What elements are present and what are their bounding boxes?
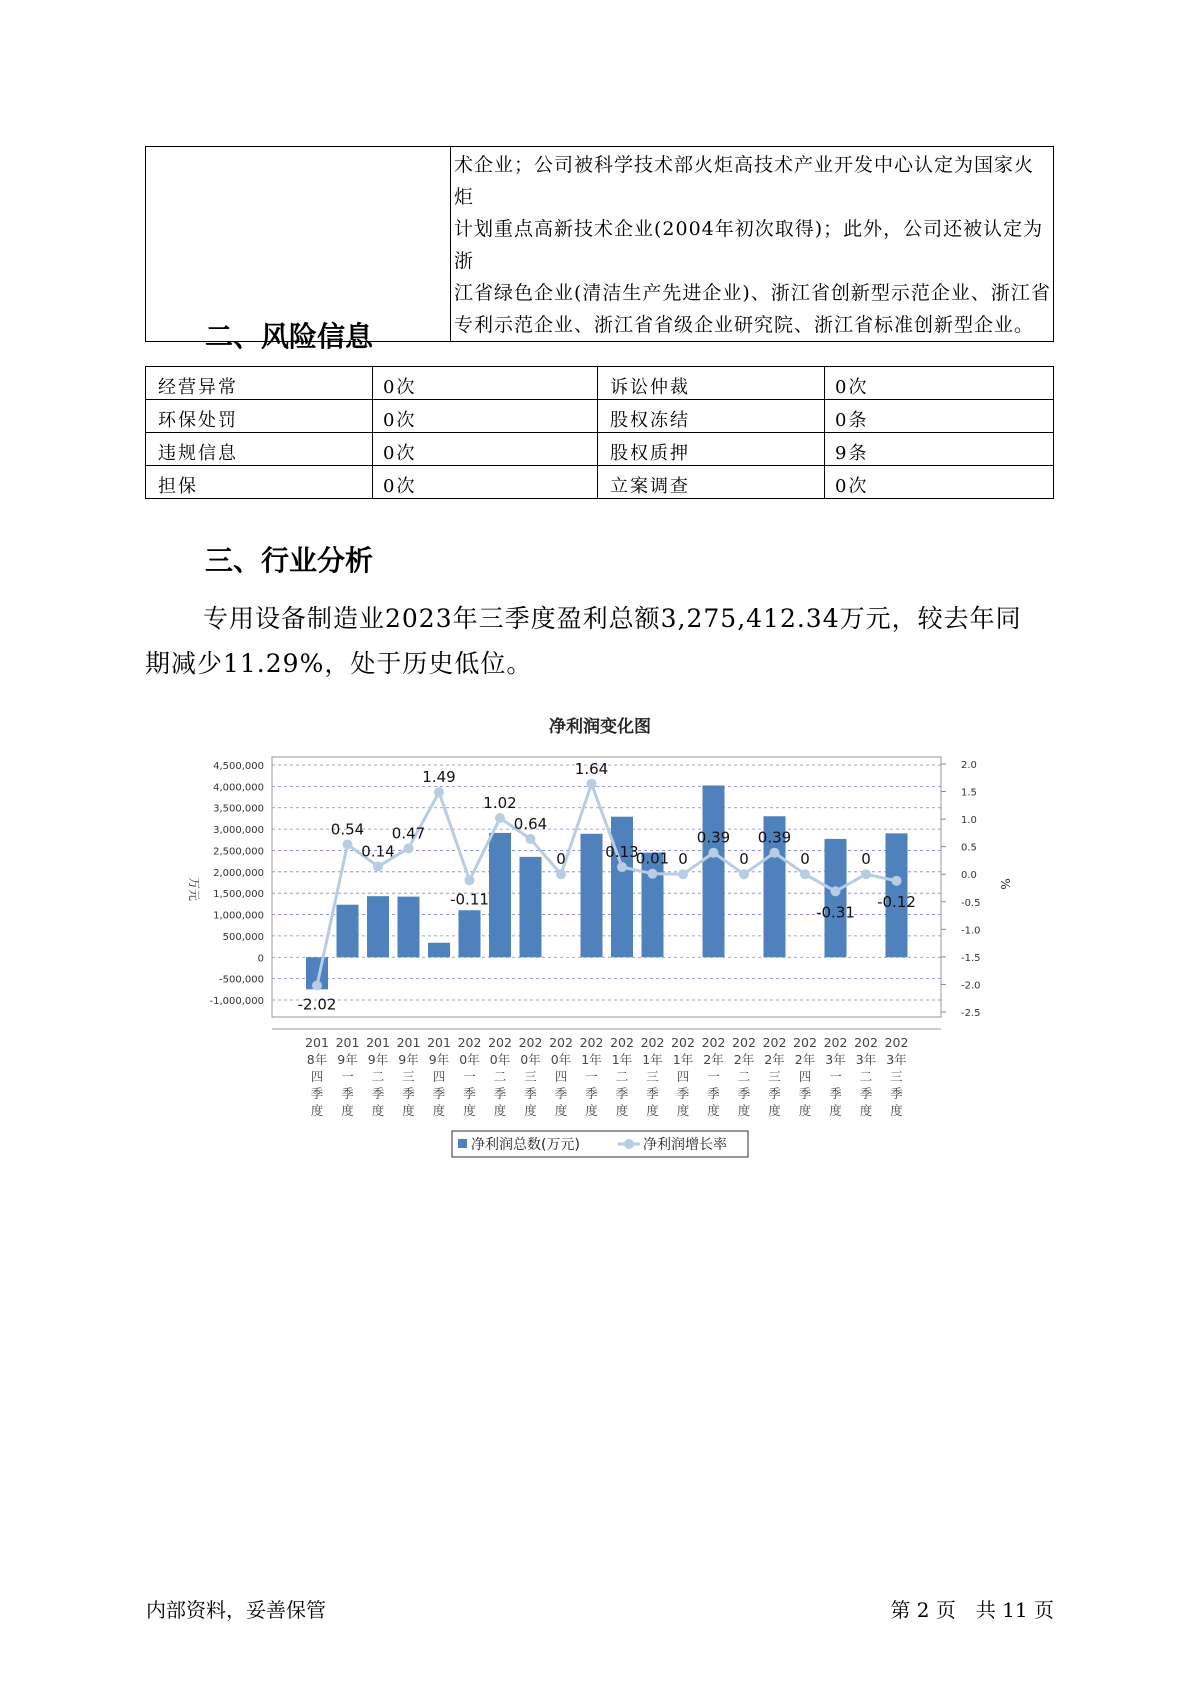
data-label: -0.11 <box>450 890 489 909</box>
data-label: 1.02 <box>483 794 517 813</box>
x-tick-label: 201 <box>335 1035 360 1050</box>
x-tick-label: 3年 <box>825 1052 846 1067</box>
x-tick-label: 季 <box>524 1086 537 1101</box>
x-tick-label: 季 <box>829 1086 842 1101</box>
legend-line-marker <box>624 1139 634 1149</box>
x-tick-label: 度 <box>493 1103 507 1118</box>
data-label: 0.39 <box>696 828 731 847</box>
x-tick-label: 201 <box>305 1035 329 1050</box>
risk-value: 0次 <box>373 367 598 400</box>
data-label: 0.47 <box>391 824 426 843</box>
x-tick-label: 202 <box>610 1035 634 1050</box>
x-tick-label: 季 <box>493 1086 507 1101</box>
risk-value: 0次 <box>373 433 598 466</box>
bar <box>611 817 633 958</box>
legend-label: 净利润增长率 <box>643 1137 727 1153</box>
paragraph-line: 期减少11.29%，处于历史低位。 <box>145 649 533 678</box>
risk-key: 担保 <box>146 466 373 499</box>
y2-tick-label: -0.5 <box>961 897 981 909</box>
y-tick-label: 2,000,000 <box>213 867 264 879</box>
x-tick-label: 一 <box>707 1069 720 1084</box>
data-label: 0 <box>861 850 871 869</box>
data-label: 0.01 <box>635 849 670 868</box>
y-tick-label: 1,500,000 <box>213 889 264 901</box>
x-tick-label: 2年 <box>733 1052 755 1067</box>
x-tick-label: 度 <box>585 1103 598 1118</box>
x-tick-label: 度 <box>859 1103 873 1118</box>
x-tick-label: 度 <box>402 1103 415 1118</box>
x-tick-label: 度 <box>829 1103 842 1118</box>
data-label: 0 <box>556 850 566 869</box>
x-tick-label: 季 <box>432 1086 446 1101</box>
company-info-line: 术企业；公司被科学技术部火炬高技术产业开发中心认定为国家火炬 <box>454 154 1035 208</box>
line-series <box>298 760 916 1014</box>
x-tick-label: 202 <box>457 1035 482 1050</box>
y2-tick-label: -2.5 <box>961 1008 981 1019</box>
x-axis-categories <box>272 1029 941 1118</box>
bar <box>459 910 481 957</box>
y2-tick-label: 1.5 <box>961 787 977 799</box>
y-tick-label: 0 <box>257 953 264 965</box>
chart-title: 净利润变化图 <box>549 717 651 737</box>
y-tick-label: 3,000,000 <box>213 825 264 837</box>
x-tick-label: 季 <box>737 1086 751 1101</box>
x-tick-label: 度 <box>341 1103 354 1118</box>
data-label: -0.12 <box>877 892 916 911</box>
data-label: 0 <box>739 850 749 869</box>
data-label: 0.54 <box>330 820 365 839</box>
data-label: 0.13 <box>605 843 639 862</box>
x-tick-label: 201 <box>427 1035 451 1050</box>
bar-series <box>306 786 908 990</box>
x-tick-label: 季 <box>798 1086 812 1101</box>
legend-label: 净利润总数(万元) <box>471 1137 580 1153</box>
x-tick-label: 度 <box>310 1103 324 1118</box>
company-info-line: 专利示范企业、浙江省省级企业研究院、浙江省标准创新型企业。 <box>454 314 1035 336</box>
growth-rate-point <box>373 862 383 872</box>
x-tick-label: 202 <box>671 1035 695 1050</box>
x-tick-label: 度 <box>737 1103 751 1118</box>
y2-tick-label: -2.0 <box>961 980 981 992</box>
left-axis-ticks <box>209 761 264 1007</box>
bar <box>428 943 450 958</box>
y-tick-label: 4,500,000 <box>213 761 264 772</box>
x-tick-label: 二 <box>493 1069 507 1084</box>
y-tick-label: 500,000 <box>222 931 264 943</box>
footer-left: 内部资料，妥善保管 <box>146 1598 326 1622</box>
x-tick-label: 季 <box>646 1086 659 1101</box>
growth-rate-point <box>678 869 688 879</box>
x-tick-label: 季 <box>554 1086 568 1101</box>
data-label: 0.14 <box>361 842 395 861</box>
bar <box>703 786 725 958</box>
growth-rate-point <box>404 843 414 853</box>
bar <box>825 839 847 957</box>
risk-key: 诉讼仲裁 <box>598 367 825 400</box>
data-label: 0.39 <box>757 828 792 847</box>
x-tick-label: 8年 <box>306 1052 328 1067</box>
data-label: 1.49 <box>422 768 456 787</box>
growth-rate-point <box>800 869 810 879</box>
x-tick-label: 季 <box>463 1086 476 1101</box>
x-tick-label: 季 <box>707 1086 720 1101</box>
y-tick-label: 4,000,000 <box>213 782 264 794</box>
x-tick-label: 1年 <box>611 1052 633 1067</box>
risk-key: 股权冻结 <box>598 400 825 433</box>
x-tick-label: 季 <box>341 1086 354 1101</box>
bar <box>337 905 359 958</box>
x-tick-label: 202 <box>884 1035 909 1050</box>
x-tick-label: 季 <box>402 1086 415 1101</box>
x-tick-label: 季 <box>859 1086 873 1101</box>
x-tick-label: 1年 <box>581 1052 602 1067</box>
x-tick-label: 三 <box>768 1069 781 1084</box>
risk-key: 违规信息 <box>146 433 373 466</box>
x-tick-label: 度 <box>768 1103 781 1118</box>
x-tick-label: 季 <box>890 1086 903 1101</box>
x-tick-label: 度 <box>676 1103 690 1118</box>
data-label: 0 <box>800 850 810 869</box>
risk-value: 0条 <box>825 400 1054 433</box>
risk-value: 0次 <box>825 466 1054 499</box>
company-info-line: 计划重点高新技术企业(2004年初次取得)；此外，公司还被认定为浙 <box>454 218 1044 272</box>
growth-rate-point <box>831 886 841 896</box>
x-tick-label: 二 <box>737 1069 751 1084</box>
y2-tick-label: 1.0 <box>961 815 977 827</box>
x-tick-label: 0年 <box>489 1052 511 1067</box>
x-tick-label: 三 <box>646 1069 659 1084</box>
x-tick-label: 一 <box>829 1069 842 1084</box>
x-tick-label: 季 <box>585 1086 598 1101</box>
x-tick-label: 度 <box>371 1103 385 1118</box>
x-tick-label: 度 <box>463 1103 476 1118</box>
y-tick-label: -1,000,000 <box>209 996 264 1007</box>
growth-rate-point <box>495 813 505 823</box>
growth-rate-point <box>739 869 749 879</box>
section2-heading: 二、风险信息 <box>205 320 374 353</box>
x-tick-label: 0年 <box>459 1052 480 1067</box>
x-tick-label: 202 <box>640 1035 665 1050</box>
x-tick-label: 201 <box>396 1035 421 1050</box>
x-tick-label: 一 <box>585 1069 598 1084</box>
x-tick-label: 一 <box>463 1069 476 1084</box>
growth-rate-point <box>312 981 322 991</box>
y-tick-label: 3,500,000 <box>213 803 264 815</box>
x-tick-label: 202 <box>793 1035 817 1050</box>
x-tick-label: 2年 <box>764 1052 785 1067</box>
x-tick-label: 9年 <box>428 1052 450 1067</box>
x-tick-label: 1年 <box>642 1052 663 1067</box>
x-tick-label: 201 <box>366 1035 390 1050</box>
growth-rate-point <box>556 869 566 879</box>
risk-key: 经营异常 <box>146 367 373 400</box>
growth-rate-point <box>434 787 444 797</box>
data-label: -2.02 <box>297 995 337 1014</box>
growth-rate-point <box>526 834 536 844</box>
y2-tick-label: -1.5 <box>961 952 981 964</box>
data-label: 0 <box>678 850 688 869</box>
y-tick-label: 2,500,000 <box>213 846 264 858</box>
y-tick-label: -500,000 <box>219 974 264 986</box>
x-tick-label: 0年 <box>520 1052 541 1067</box>
growth-rate-point <box>343 839 353 849</box>
x-tick-label: 季 <box>310 1086 324 1101</box>
x-tick-label: 度 <box>646 1103 659 1118</box>
y-tick-label: 1,000,000 <box>213 910 264 922</box>
right-axis-ticks <box>941 760 981 1019</box>
growth-rate-point <box>587 779 597 789</box>
x-tick-label: 四 <box>676 1069 690 1084</box>
risk-key: 环保处罚 <box>146 400 373 433</box>
x-tick-label: 202 <box>579 1035 604 1050</box>
risk-value: 0次 <box>373 400 598 433</box>
x-tick-label: 9年 <box>367 1052 389 1067</box>
growth-rate-point <box>709 848 719 858</box>
data-label: 0.64 <box>513 814 548 833</box>
growth-rate-point <box>648 869 658 879</box>
bar <box>489 833 511 957</box>
data-label: -0.31 <box>816 903 855 922</box>
x-tick-label: 度 <box>890 1103 903 1118</box>
x-tick-label: 四 <box>798 1069 812 1084</box>
x-tick-label: 202 <box>854 1035 878 1050</box>
x-tick-label: 二 <box>615 1069 629 1084</box>
bar <box>520 857 542 957</box>
x-tick-label: 3年 <box>855 1052 877 1067</box>
x-tick-label: 202 <box>732 1035 756 1050</box>
x-tick-label: 度 <box>707 1103 720 1118</box>
x-tick-label: 季 <box>371 1086 385 1101</box>
legend-bar-swatch <box>458 1139 467 1148</box>
x-tick-label: 202 <box>823 1035 848 1050</box>
growth-rate-point <box>617 862 627 872</box>
x-tick-label: 2年 <box>703 1052 724 1067</box>
x-tick-label: 202 <box>762 1035 787 1050</box>
x-tick-label: 1年 <box>672 1052 694 1067</box>
x-tick-label: 度 <box>615 1103 629 1118</box>
x-tick-label: 202 <box>549 1035 573 1050</box>
risk-key: 立案调查 <box>598 466 825 499</box>
x-tick-label: 202 <box>488 1035 512 1050</box>
x-tick-label: 度 <box>432 1103 446 1118</box>
risk-value: 0次 <box>373 466 598 499</box>
risk-value: 0次 <box>825 367 1054 400</box>
x-tick-label: 季 <box>615 1086 629 1101</box>
company-info-line: 江省绿色企业(清洁生产先进企业)、浙江省创新型示范企业、浙江省 <box>454 282 1051 304</box>
y-axis-label: 万元 <box>187 876 201 902</box>
x-tick-label: 9年 <box>337 1052 358 1067</box>
x-tick-label: 一 <box>341 1069 354 1084</box>
footer-page-number: 第 2 页 共 11 页 <box>890 1598 1054 1622</box>
x-tick-label: 9年 <box>398 1052 419 1067</box>
x-tick-label: 度 <box>554 1103 568 1118</box>
x-tick-label: 四 <box>554 1069 568 1084</box>
x-tick-label: 度 <box>524 1103 537 1118</box>
x-tick-label: 202 <box>701 1035 726 1050</box>
x-tick-label: 季 <box>768 1086 781 1101</box>
growth-rate-point <box>770 848 780 858</box>
risk-key: 股权质押 <box>598 433 825 466</box>
bar <box>581 834 603 957</box>
x-tick-label: 二 <box>371 1069 385 1084</box>
y2-tick-label: 0.0 <box>961 870 977 882</box>
x-tick-label: 0年 <box>550 1052 572 1067</box>
x-tick-label: 度 <box>798 1103 812 1118</box>
y2-tick-label: -1.0 <box>961 925 981 937</box>
bar <box>398 897 420 958</box>
bar <box>642 853 664 958</box>
risk-value: 9条 <box>825 433 1054 466</box>
growth-rate-point <box>465 875 475 885</box>
x-tick-label: 3年 <box>886 1052 907 1067</box>
y2-tick-label: 2.0 <box>961 760 977 771</box>
growth-rate-point <box>892 876 902 886</box>
x-tick-label: 四 <box>432 1069 446 1084</box>
y2-axis-label: % <box>998 878 1012 890</box>
chart-legend <box>452 1131 748 1157</box>
section3-heading: 三、行业分析 <box>205 544 374 577</box>
bar <box>367 896 389 957</box>
x-tick-label: 二 <box>859 1069 873 1084</box>
data-label: 1.64 <box>574 759 609 778</box>
y2-tick-label: 0.5 <box>961 842 977 854</box>
paragraph-line: 专用设备制造业2023年三季度盈利总额3,275,412.34万元，较去年同 <box>203 604 1022 633</box>
x-tick-label: 三 <box>890 1069 903 1084</box>
x-tick-label: 三 <box>402 1069 415 1084</box>
x-tick-label: 四 <box>310 1069 324 1084</box>
growth-rate-point <box>861 869 871 879</box>
x-tick-label: 202 <box>518 1035 543 1050</box>
x-tick-label: 2年 <box>794 1052 816 1067</box>
x-tick-label: 三 <box>524 1069 537 1084</box>
x-tick-label: 季 <box>676 1086 690 1101</box>
